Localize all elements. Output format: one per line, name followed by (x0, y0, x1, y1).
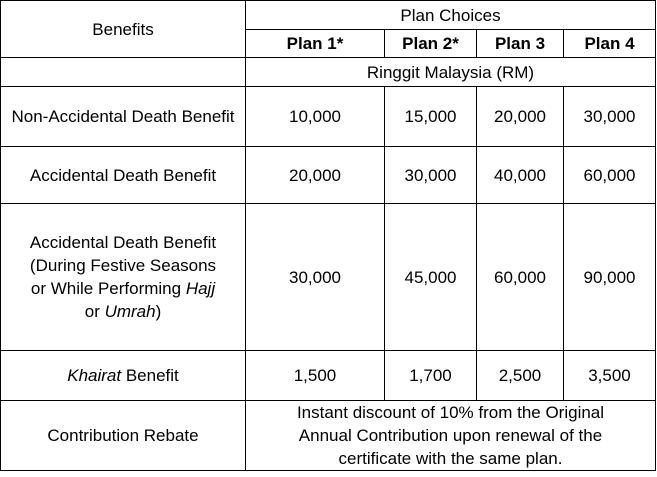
label-text: or (84, 302, 105, 321)
plan-2-header: Plan 2* (385, 30, 477, 58)
value-cell: 40,000 (477, 147, 564, 204)
row-label-accidental: Accidental Death Benefit (1, 147, 246, 204)
currency-label: Ringgit Malaysia (RM) (246, 58, 656, 87)
plan-choices-header: Plan Choices (246, 1, 656, 30)
value-cell: 3,500 (564, 351, 656, 401)
label-line (5, 277, 241, 300)
label-line: Accidental Death Benefit (29, 233, 217, 252)
rebate-line: Annual Contribution upon renewal of the (298, 426, 603, 445)
rebate-line: certificate with the same plan. (338, 449, 563, 468)
header-row-plan-choices (1, 1, 656, 30)
label-italic-text: Hajj (185, 279, 216, 298)
label-line: (During Festive Seasons (29, 256, 217, 275)
value-cell: 60,000 (477, 204, 564, 351)
plan-4-header: Plan 4 (564, 30, 656, 58)
plan-3-header: Plan 3 (477, 30, 564, 58)
row-label-khairat (1, 351, 246, 401)
table-row (1, 351, 656, 401)
label-italic-text: Umrah (104, 302, 156, 321)
value-cell: 20,000 (477, 87, 564, 147)
plan-1-header: Plan 1* (246, 30, 385, 58)
label-text: Benefit (121, 366, 179, 385)
label-text: or While Performing (30, 279, 186, 298)
table-row (1, 204, 656, 351)
rebate-line: Instant discount of 10% from the Original (296, 403, 605, 422)
rebate-description (246, 401, 656, 471)
label-italic-text: Khairat (67, 366, 122, 385)
value-cell: 30,000 (564, 87, 656, 147)
label-text: ) (155, 302, 162, 321)
value-cell: 30,000 (246, 204, 385, 351)
currency-row (1, 58, 656, 87)
row-label-text: Non-Accidental Death Benefit (11, 107, 235, 126)
currency-spacer (1, 58, 246, 87)
value-cell: 10,000 (246, 87, 385, 147)
table-row (1, 401, 656, 471)
value-cell: 2,500 (477, 351, 564, 401)
value-cell: 90,000 (564, 204, 656, 351)
value-cell: 30,000 (385, 147, 477, 204)
table-row (1, 147, 656, 204)
value-cell: 20,000 (246, 147, 385, 204)
value-cell: 1,700 (385, 351, 477, 401)
label-line (5, 300, 241, 323)
value-cell: 15,000 (385, 87, 477, 147)
row-label-non-accidental (1, 87, 246, 147)
table-row (1, 87, 656, 147)
value-cell: 60,000 (564, 147, 656, 204)
value-cell: 45,000 (385, 204, 477, 351)
row-label-rebate: Contribution Rebate (1, 401, 246, 471)
row-label-accidental-festive (1, 204, 246, 351)
value-cell: 1,500 (246, 351, 385, 401)
benefits-header: Benefits (1, 1, 246, 58)
